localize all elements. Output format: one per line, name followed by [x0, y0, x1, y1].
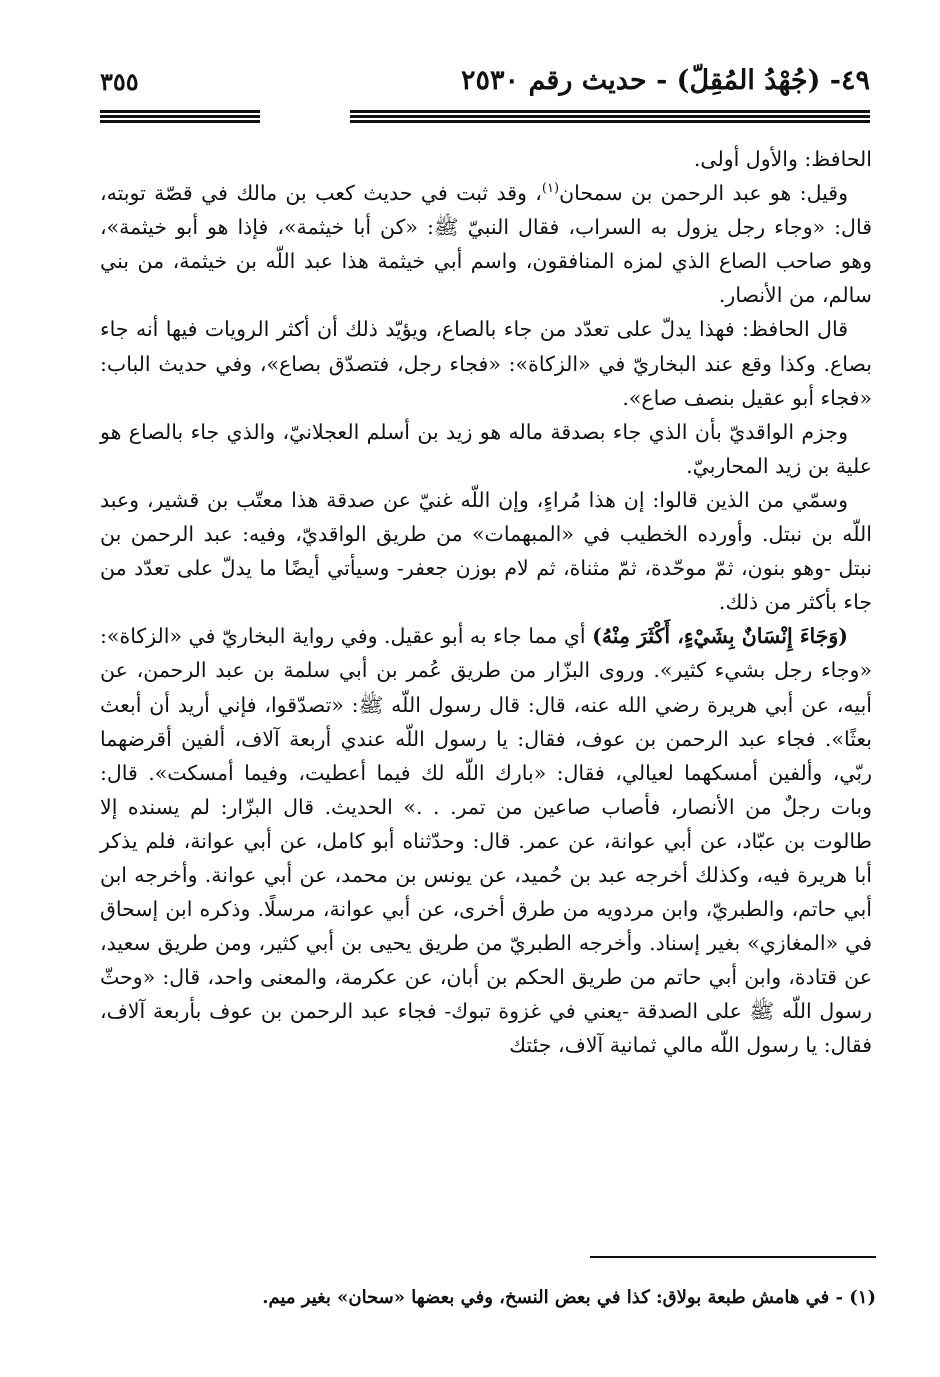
header-rule [100, 110, 870, 124]
hadith-quote: (وَجَاءَ إِنْسَانٌ بِشَيْءٍ، أَكْثَرَ مِنْهُ) [592, 624, 848, 649]
paragraph: قال الحافظ: فهذا يدلّ على تعدّد من جاء بالصاع، ويؤيّد ذلك أن أكثر الرويات فيها أنه جاء بصاع. وكذا وقع عند البخاريّ في «الزكاة»: «فجاء رجل، فتصدّق بصاع»، وفي حديث الباب: «فجاء أبو عقيل بنصف صاع». [100, 317, 872, 410]
footnote-reference: (١) [541, 181, 560, 197]
paragraph [100, 176, 872, 312]
page-number: ٣٥٥ [100, 67, 139, 97]
paragraph-text: أي مما جاء به أبو عقيل. وفي رواية البخاريّ في «الزكاة»: «وجاء رجل بشيء كثير». وروى البزّار من طريق عُمر بن أبي سلمة بن عبد الرحمن، عن أبيه، عن أبي هريرة رضي الله عنه، قال: قال رسول اللّه ﷺ: «تصدّقوا، فإني أريد أن أبعث بعثًا». فجاء عبد الرحمن بن عوف، فقال: يا رسول اللّه عندي أربعة آلاف، ألفين أقرضهما ربّي، وألفين أمسكهما لعيالي، فقال: «بارك اللّه لك فيما أعطيت، وفيما أمسكت». قال: وبات رجلٌ من الأنصار، فأصاب صاعين من تمر. . .» الحديث. قال البزّار: لم يسنده إلا طالوت بن عبّاد، عن أبي عوانة، عن عمر. قال: وحدّثناه أبو كامل، عن أبي عوانة، فلم يذكر أبا هريرة فيه، وكذلك أخرجه عبد بن حُميد، عن يونس بن محمد، عن أبي عوانة. وأخرجه ابن أبي حاتم، والطبريّ، وابن مردويه من طرق أخرى، عن أبي عوانة، مرسلًا. وذكره ابن إسحاق في «المغازي» بغير إسناد. وأخرجه الطبريّ من طريق يحيى بن أبي كثير، ومن طريق سعيد، عن قتادة، وابن أبي حاتم من طريق الحكم بن أبان، عن عكرمة، والمعنى واحد، قال: «وحثّ رسول اللّه ﷺ على الصدقة -يعني في غزوة تبوك- فجاء عبد الرحمن بن عوف بأربعة آلاف، فقال: يا رسول اللّه مالي ثمانية آلاف، جئتك [100, 624, 872, 1058]
paragraph-text: ، وقد ثبت في حديث كعب بن مالك في قصّة توبته، قال: «وجاء رجل يزول به السراب، فقال النبيّ ﷺ: «كن أبا خيثمة»، فإذا هو أبو خيثمة»، وهو صاحب الصاع الذي لمزه المنافقون، واسم أبي خيثمة هذا عبد اللّه بن خيثمة، من بني سالم، من الأنصار. [100, 181, 872, 308]
footnote-divider [590, 1256, 876, 1258]
paragraph [100, 619, 872, 1062]
paragraph: الحافظ: والأول أولى. [693, 147, 872, 171]
paragraph: وسمّي من الذين قالوا: إن هذا مُراءٍ، وإن اللّه غنيّ عن صدقة هذا معتّب بن قشير، وعبد اللّه بن نبتل. وأورده الخطيب في «المبهمات» من طريق الواقديّ، وفيه: عبد الرحمن بن نبتل -وهو بنون، ثمّ موحّدة، ثمّ مثناة، ثم لام بوزن جعفر- وسيأتي أيضًا ما يدلّ على تعدّد من جاء بأكثر من ذلك. [100, 487, 872, 615]
running-title: ٤٩- (جُهْدُ المُقِلّ) - حديث رقم ٢٥٣٠ [461, 65, 870, 96]
paragraph-text: وقيل: هو عبد الرحمن بن سمحان [559, 181, 848, 206]
paragraph: وجزم الواقديّ بأن الذي جاء بصدقة ماله هو زيد بن أسلم العجلانيّ، والذي جاء بالصاع هو علية بن زيد المحاربيّ. [100, 419, 872, 478]
main-text [100, 142, 872, 1063]
page-header [100, 66, 870, 96]
footnote: (١) - في هامش طبعة بولاق: كذا في بعض النسخ، وفي بعضها «سحان» بغير ميم. [262, 1287, 876, 1308]
